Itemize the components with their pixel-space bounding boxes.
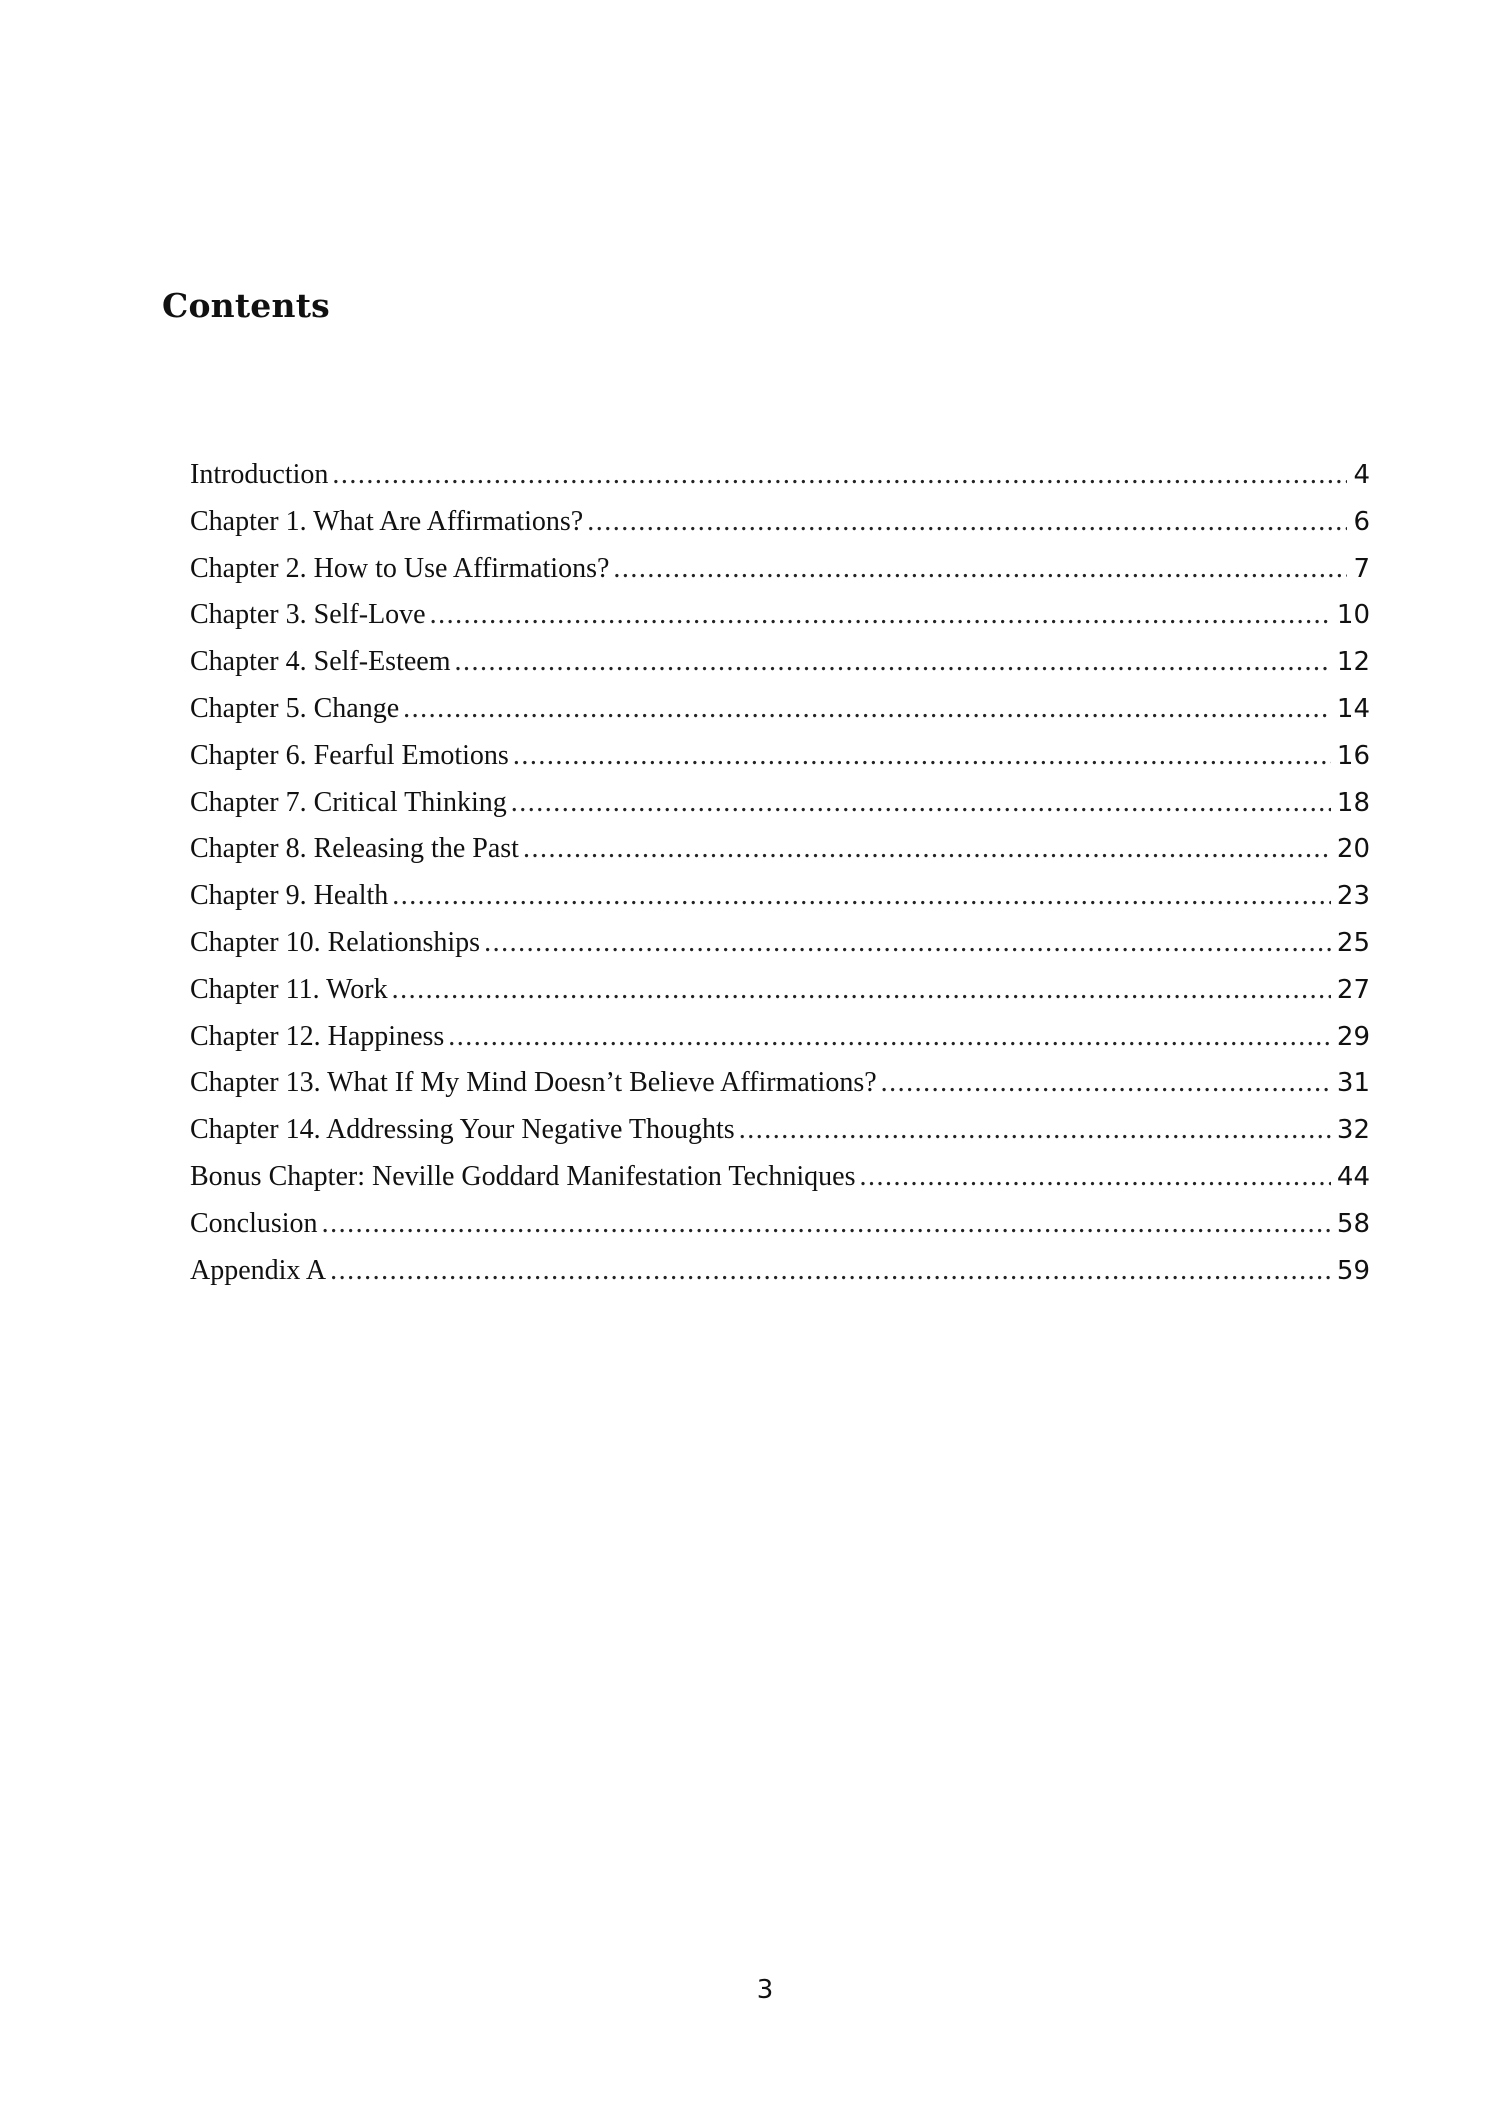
toc-entry[interactable] <box>190 1021 1370 1068</box>
toc-entry-page: 16 <box>1336 740 1370 771</box>
dot-leader <box>454 646 1330 678</box>
toc-entry-title: Chapter 6. Fearful Emotions <box>190 739 509 771</box>
toc-entry-page: 18 <box>1336 787 1370 818</box>
toc-entry-page: 10 <box>1336 600 1370 631</box>
toc-entry-page: 59 <box>1336 1255 1370 1286</box>
toc-entry[interactable] <box>190 880 1370 927</box>
toc-entry[interactable] <box>190 599 1370 646</box>
toc-entry-page: 25 <box>1336 927 1370 958</box>
toc-entry-page: 27 <box>1336 974 1370 1005</box>
dot-leader <box>403 693 1331 725</box>
toc-entry-title: Chapter 9. Health <box>190 880 389 912</box>
toc-entry[interactable] <box>190 459 1370 506</box>
toc-entry-title: Introduction <box>190 459 329 490</box>
toc-entry[interactable] <box>190 740 1370 787</box>
toc-entry-page: 58 <box>1336 1208 1370 1239</box>
toc-entry-title: Chapter 4. Self-Esteem <box>190 646 451 678</box>
toc-entry-title: Chapter 5. Change <box>190 692 400 724</box>
toc-entry[interactable] <box>190 693 1370 740</box>
toc-entry[interactable] <box>190 646 1370 693</box>
toc-entry-page: 29 <box>1336 1021 1370 1052</box>
toc-entry[interactable] <box>190 506 1370 553</box>
dot-leader <box>587 506 1347 538</box>
toc-entry-page: 31 <box>1336 1068 1370 1099</box>
dot-leader <box>511 787 1331 819</box>
dot-leader <box>739 1114 1331 1146</box>
dot-leader <box>392 880 1331 912</box>
toc-entry[interactable] <box>190 1161 1370 1208</box>
toc-entry-title: Chapter 1. What Are Affirmations? <box>190 505 584 537</box>
toc-entry[interactable] <box>190 1255 1370 1302</box>
dot-leader <box>860 1161 1331 1193</box>
page-number: 3 <box>756 1975 774 2005</box>
toc-entry-title: Chapter 2. How to Use Affirmations? <box>190 552 610 584</box>
dot-leader <box>322 1208 1331 1240</box>
dot-leader <box>330 1255 1331 1287</box>
toc-entry-page: 12 <box>1336 647 1370 678</box>
table-of-contents <box>190 459 1370 1301</box>
toc-entry[interactable] <box>190 1067 1370 1114</box>
dot-leader <box>613 553 1347 585</box>
toc-entry-title: Chapter 10. Relationships <box>190 926 481 958</box>
toc-entry[interactable] <box>190 787 1370 834</box>
toc-entry-title: Appendix A <box>190 1254 327 1286</box>
toc-entry-page: 20 <box>1336 834 1370 865</box>
dot-leader <box>513 740 1331 772</box>
toc-entry-title: Chapter 3. Self-Love <box>190 599 426 631</box>
dot-leader <box>484 927 1331 959</box>
toc-entry-title: Chapter 7. Critical Thinking <box>190 786 507 818</box>
page-title: Contents <box>162 286 330 325</box>
toc-entry[interactable] <box>190 553 1370 600</box>
toc-entry[interactable] <box>190 974 1370 1021</box>
dot-leader <box>332 459 1347 491</box>
dot-leader <box>881 1067 1331 1099</box>
dot-leader <box>392 974 1331 1006</box>
dot-leader <box>523 833 1331 865</box>
toc-entry-page: 14 <box>1336 693 1370 724</box>
toc-entry-title: Chapter 12. Happiness <box>190 1020 445 1052</box>
toc-entry-title: Bonus Chapter: Neville Goddard Manifestation Techniques <box>190 1160 856 1192</box>
toc-entry[interactable] <box>190 1114 1370 1161</box>
toc-entry-page: 7 <box>1353 553 1370 584</box>
toc-entry[interactable] <box>190 927 1370 974</box>
toc-entry-title: Chapter 13. What If My Mind Doesn’t Believe Affirmations? <box>190 1067 877 1099</box>
toc-entry[interactable] <box>190 1208 1370 1255</box>
toc-entry-page: 6 <box>1353 506 1370 537</box>
dot-leader <box>430 599 1331 631</box>
toc-entry-title: Conclusion <box>190 1207 318 1239</box>
toc-entry-page: 4 <box>1353 460 1370 490</box>
dot-leader <box>448 1021 1331 1053</box>
toc-entry-page: 44 <box>1336 1161 1370 1192</box>
toc-entry-title: Chapter 8. Releasing the Past <box>190 833 519 865</box>
toc-entry-page: 23 <box>1336 881 1370 912</box>
toc-entry-title: Chapter 11. Work <box>190 973 388 1005</box>
toc-entry[interactable] <box>190 833 1370 880</box>
toc-entry-page: 32 <box>1336 1115 1370 1146</box>
toc-entry-title: Chapter 14. Addressing Your Negative Thoughts <box>190 1114 735 1146</box>
